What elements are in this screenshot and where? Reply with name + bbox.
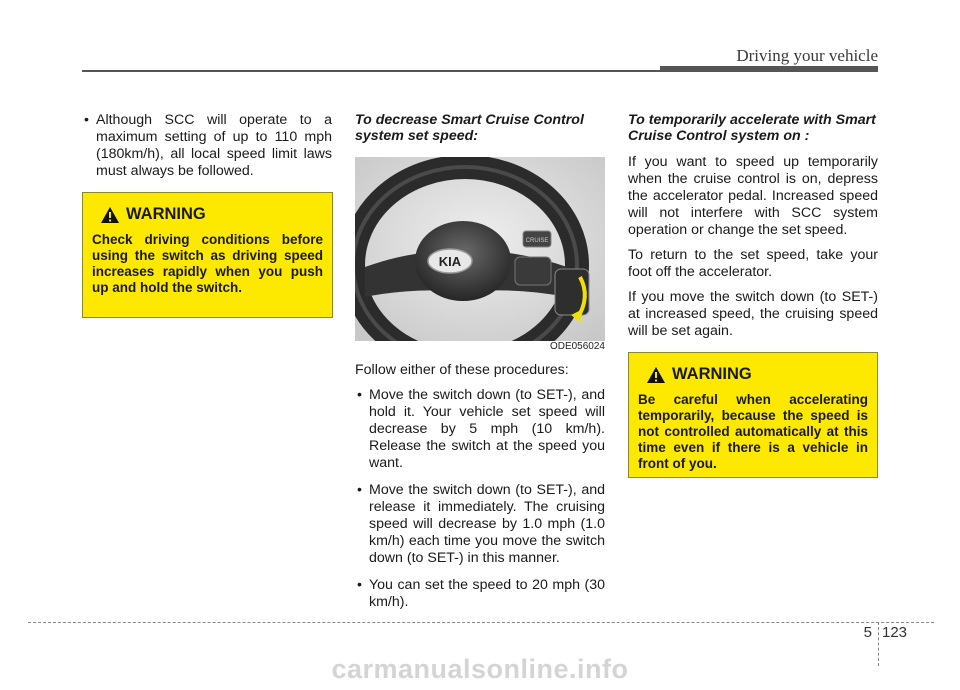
- section-heading-accelerate: To temporarily accelerate with Smart Cruise Control system on :: [628, 112, 876, 144]
- column-right: [628, 112, 878, 348]
- kia-logo: KIA: [438, 254, 462, 269]
- steering-wheel-photo: [355, 157, 605, 341]
- warning-box-accelerate: [628, 352, 878, 478]
- footer-rule: [28, 622, 934, 623]
- chapter-number: 5: [863, 624, 872, 641]
- warning-triangle-icon: [100, 206, 120, 224]
- steering-wheel-illustration: [355, 157, 605, 341]
- column-middle-text: [355, 362, 605, 621]
- warning-text: Be careful when accelerating temporarily, because the speed is not controlled automatically at this time even if there is a vehicle in front of you.: [638, 392, 868, 471]
- bullet-item: • Move the switch down (to SET-), and release it immediately. The cruising speed will decrease by 1.0 mph (1.0 km/h) each time you move the switch down (to SET-) in this manner.: [355, 482, 605, 567]
- header-rule-thick: [660, 66, 878, 72]
- column-middle: [355, 112, 605, 154]
- warning-title-row: [646, 365, 868, 384]
- bullet-item: • Move the switch down (to SET-), and hold it. Your vehicle set speed will decrease by 5 mph (10 km/h). Release the switch at the speed you want.: [355, 387, 605, 472]
- image-caption: ODE056024: [549, 341, 605, 352]
- paragraph: If you want to speed up temporarily when the cruise control is on, depress the accelerator pedal. Increased speed will not interfere with SCC system operation or change the set speed.: [628, 154, 878, 238]
- bullet-item: • Although SCC will operate to a maximum setting of up to 110 mph (180km/h), all local speed limit laws must always be followed.: [82, 112, 332, 180]
- procedures-intro: Follow either of these procedures:: [355, 362, 569, 378]
- warning-text: Check driving conditions before using the switch as driving speed increases rapidly when you push up and hold the switch.: [92, 232, 323, 295]
- warning-triangle-icon: [646, 366, 666, 384]
- column-left: [82, 112, 332, 190]
- warning-title-row: [100, 205, 323, 224]
- header-rule-thin: [82, 70, 660, 72]
- section-title: Driving your vehicle: [736, 46, 878, 65]
- page-number: 123: [882, 624, 908, 641]
- watermark: carmanualsonline.info: [331, 654, 629, 684]
- warning-title: WARNING: [126, 205, 206, 223]
- paragraph: If you move the switch down (to SET-) at increased speed, the cruising speed will be set again.: [628, 289, 878, 339]
- section-heading-decrease: To decrease Smart Cruise Control system set speed:: [355, 112, 584, 144]
- warning-title: WARNING: [672, 365, 752, 383]
- warning-box-switch: [82, 192, 333, 318]
- bullet-item: • You can set the speed to 20 mph (30 km/h).: [355, 577, 605, 611]
- paragraph: To return to the set speed, take your foot off the accelerator.: [628, 247, 878, 280]
- cruise-switch-label: CRUISE: [525, 238, 549, 244]
